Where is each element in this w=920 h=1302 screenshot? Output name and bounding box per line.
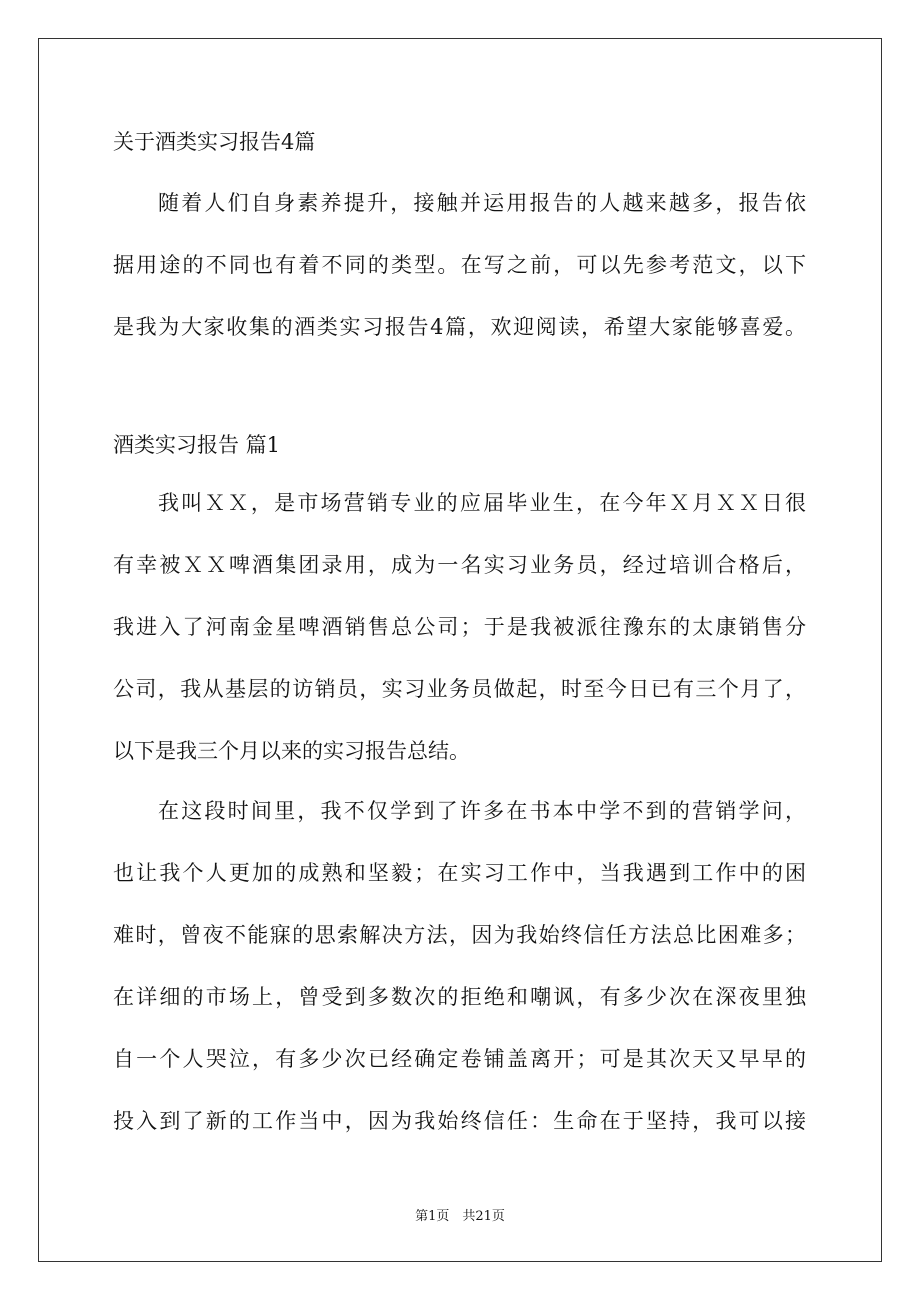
paragraph-2 xyxy=(113,780,806,1152)
text-line: 投入到了新的工作当中，因为我始终信任：生命在于坚持，我可以接 xyxy=(113,1109,806,1133)
text-line: 随着人们自身素养提升，接触并运用报告的人越来越多，报告依 xyxy=(158,191,806,215)
intro-paragraph xyxy=(113,172,806,358)
text-line: 公司，我从基层的访销员，实习业务员做起，时至今日已有三个月了， xyxy=(113,677,806,701)
text-line: 也让我个人更加的成熟和坚毅；在实习工作中，当我遇到工作中的困 xyxy=(113,861,806,885)
text-line: 我叫ＸＸ，是市场营销专业的应届毕业生，在今年Ｘ月ＸＸ日很 xyxy=(158,491,806,515)
text-line: 在详细的市场上，曾受到多数次的拒绝和嘲讽，有多少次在深夜里独 xyxy=(113,985,806,1009)
text-line: 有幸被ＸＸ啤酒集团录用，成为一名实习业务员，经过培训合格后， xyxy=(113,553,806,577)
document-title: 关于酒类实习报告4篇 xyxy=(113,130,316,154)
text-line: 是我为大家收集的酒类实习报告4篇，欢迎阅读，希望大家能够喜爱。 xyxy=(113,315,806,339)
page-number: 第1页 共21页 xyxy=(415,1209,505,1224)
text-line: 难时，曾夜不能寐的思索解决方法，因为我始终信任方法总比困难多； xyxy=(113,923,806,947)
text-line: 据用途的不同也有着不同的类型。在写之前，可以先参考范文，以下 xyxy=(113,253,806,277)
text-line: 在这段时间里，我不仅学到了许多在书本中学不到的营销学问， xyxy=(158,799,806,823)
section-heading: 酒类实习报告 篇1 xyxy=(113,433,281,457)
text-line: 自一个人哭泣，有多少次已经确定卷铺盖离开；可是其次天又早早的 xyxy=(113,1047,806,1071)
text-line: 我进入了河南金星啤酒销售总公司；于是我被派往豫东的太康销售分 xyxy=(113,615,806,639)
paragraph-1 xyxy=(113,472,806,782)
text-line: 以下是我三个月以来的实习报告总结。 xyxy=(113,739,470,763)
